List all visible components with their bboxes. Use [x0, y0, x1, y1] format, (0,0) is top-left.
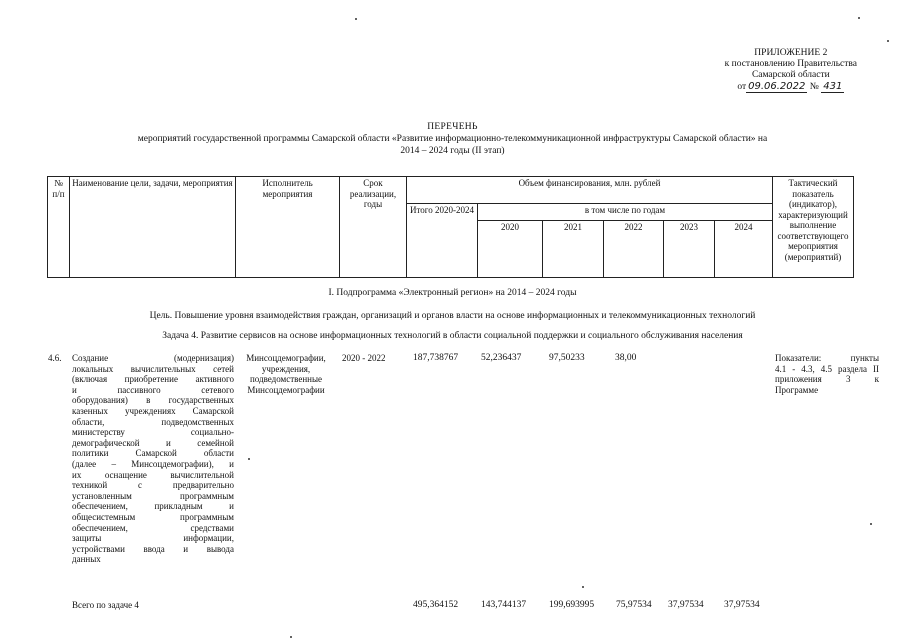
appendix-date-line: [725, 81, 857, 93]
date-value: 09.06.2022: [748, 81, 806, 92]
row-indicator-line: Программе: [775, 384, 819, 395]
row-indicator: [775, 353, 879, 395]
col-indicator: Тактический показатель (индикатор), характеризующий выполнение соответствующего мероприятия (мероприятий): [773, 177, 854, 278]
row-name-line: обеспечением, прикладным и: [72, 501, 234, 512]
row-executor-line: учреждения,: [261, 363, 311, 374]
task-total-sum: 495,364152: [413, 600, 459, 610]
task-total-2024: 37,97534: [724, 600, 760, 610]
col-year-2022: 2022: [604, 221, 664, 278]
task-total-label: Всего по задаче 4: [72, 600, 139, 610]
row-indicator-line: 4.1 - 4.3, 4.5 раздела II: [775, 363, 879, 374]
appendix-block: [725, 48, 857, 93]
number-value: 431: [823, 81, 843, 92]
row-2021: 97,50233: [549, 353, 585, 363]
row-name-line: Создание (модернизация): [72, 353, 234, 363]
col-num: № п/п: [48, 177, 70, 278]
row-name-line: общесистемным программным: [72, 511, 234, 522]
row-indicator-line: приложения 3 к: [775, 374, 879, 385]
row-executor-line: Минсоцдемографии: [247, 384, 325, 395]
row-name-line: министерству социально-: [72, 427, 234, 438]
appendix-title: ПРИЛОЖЕНИЕ 2: [754, 48, 828, 58]
col-total: Итого 2020-2024: [407, 204, 478, 278]
row-name-line: политики Самарской области: [72, 448, 234, 459]
appendix-line2: Самарской области: [751, 70, 830, 80]
row-name-line: их оснащение вычислительной: [72, 469, 234, 480]
document-title: [0, 121, 905, 157]
title-heading: ПЕРЕЧЕНЬ: [427, 122, 478, 132]
scan-speck: [290, 636, 292, 638]
row-name-line: и пассивного сетевого: [72, 384, 234, 395]
col-by-years: в том числе по годам: [478, 204, 773, 221]
title-subtitle: мероприятий государственной программы Самарской области «Развитие информационно-телекоммуникационной инфраструктуры Самарской области» на 2014 – 2024 годы (II этап): [137, 134, 768, 156]
task-line: Задача 4. Развитие сервисов на основе информационных технологий в области социальной поддержки и социального обслуживания населения: [162, 331, 743, 341]
row-name-line: области, подведомственных: [72, 416, 234, 427]
scan-speck: [355, 18, 357, 20]
row-name-line: (далее – Минсоцдемографии), и: [72, 458, 234, 469]
scan-speck: [887, 40, 889, 42]
row-name-line: локальных вычислительных сетей: [72, 363, 234, 374]
task-total-2022: 75,97534: [616, 600, 652, 610]
scan-speck: [582, 586, 584, 588]
header-table: [47, 176, 854, 278]
row-name-line: обеспечением, средствами: [72, 522, 234, 533]
row-name-line: демографической и семейной: [72, 437, 234, 448]
row-name-line: данных: [72, 554, 101, 565]
task-total-2023: 37,97534: [668, 600, 704, 610]
row-name-line: устройствами ввода и вывода: [72, 543, 234, 554]
appendix-line1: к постановлению Правительства: [724, 59, 857, 69]
row-executor-line: Минсоцдемографии,: [246, 353, 326, 363]
col-funding: Объем финансирования, млн. рублей: [407, 177, 773, 204]
col-name: Наименование цели, задачи, мероприятия: [70, 177, 236, 278]
col-year-2024: 2024: [715, 221, 773, 278]
row-total: 187,738767: [413, 353, 459, 363]
task-total-2020: 143,744137: [481, 600, 527, 610]
row-2022: 38,00: [615, 353, 637, 363]
row-name-line: техникой с предварительно: [72, 480, 234, 491]
row-name-line: установленным программным: [72, 490, 234, 501]
row-2020: 52,236437: [481, 353, 522, 363]
scan-speck: [870, 523, 872, 525]
row-name-line: казенных учреждениях Самарской: [72, 405, 234, 416]
row-term: 2020 - 2022: [342, 353, 386, 363]
col-executor: Исполнитель мероприятия: [236, 177, 340, 278]
col-term: Срок реализации, годы: [340, 177, 407, 278]
scan-speck: [858, 17, 860, 19]
col-year-2020: 2020: [478, 221, 543, 278]
subprogram-heading: I. Подпрограмма «Электронный регион» на 2014 – 2024 годы: [328, 288, 577, 298]
col-year-2021: 2021: [543, 221, 604, 278]
number-prefix: №: [809, 82, 819, 92]
row-num: 4.6.: [48, 353, 62, 363]
date-prefix: от: [737, 82, 747, 92]
row-name-line: (включая приобретение активного: [72, 374, 234, 385]
row-name-line: оборудования) в государственных: [72, 395, 234, 406]
row-indicator-line: Показатели: пункты: [775, 353, 879, 363]
row-name-line: защиты информации,: [72, 533, 234, 544]
goal-line: Цель. Повышение уровня взаимодействия граждан, организаций и органов власти на основе информационных и телекоммуникационных технологий: [149, 311, 756, 321]
col-year-2023: 2023: [664, 221, 715, 278]
row-executor: [238, 353, 334, 395]
scan-speck: [248, 458, 250, 460]
row-executor-line: подведомственные: [249, 374, 323, 385]
task-total-2021: 199,693995: [549, 600, 595, 610]
row-name: [72, 353, 234, 565]
